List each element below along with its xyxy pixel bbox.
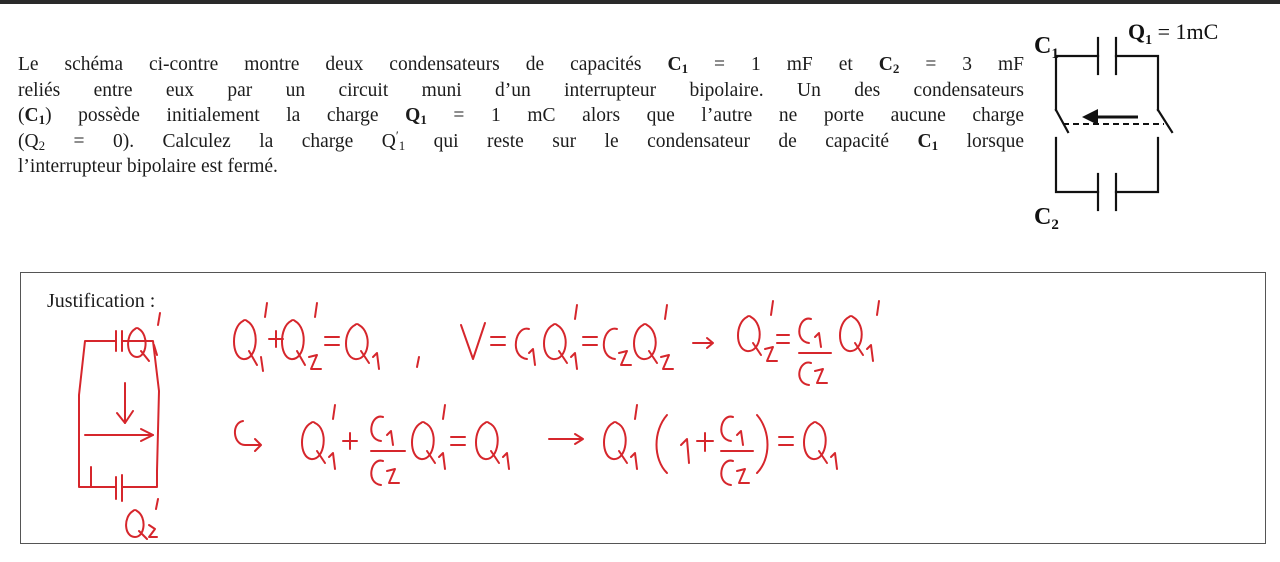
c1-wire-left (1056, 56, 1098, 110)
c1-label: $C_1$ (1034, 33, 1059, 62)
c2-wire-left (1056, 138, 1098, 192)
sketch-bottom-label-text: Q₂′ (123, 515, 159, 543)
problem-statement (18, 52, 1024, 180)
justification-box[interactable] (20, 272, 1266, 544)
switch-blade-left (1056, 110, 1068, 132)
page-top-rule (0, 0, 1280, 4)
problem-line-3: $(C_1)$ possède initialement la charge $Q_1 = 1$ mC alors que l’autre ne porte aucune charge (18, 105, 1024, 127)
switch-blade-right (1158, 110, 1172, 132)
c2-label: $C_2$ (1034, 204, 1059, 233)
handwritten-solution (21, 273, 1267, 545)
problem-line-5: l’interrupteur bipolaire est fermé. (18, 156, 278, 177)
sketch-top-label-text: Q₁′ (125, 337, 161, 365)
handwritten-line-2-text: ↪ Q₁′ + (C₁/C₂) Q₁′ = Q₁ ⟶ Q₁′ (1 + C₁/C₂) = Q₁ (233, 422, 843, 462)
circuit-diagram (1030, 8, 1260, 238)
switch-arrow-head (1082, 109, 1098, 125)
problem-line-4: $(Q_2 = 0)$. Calculez la charge $Q'_1$ qui reste sur le condensateur de capacité $C_1$ lorsque (18, 127, 1024, 153)
q1-label: $Q_1 = 1mC$ (1128, 19, 1219, 48)
problem-line-1: Le schéma ci-contre montre deux condensateurs de capacités $C_1 = 1$ mF et $C_2 = 3$ mF (18, 54, 1025, 76)
c1-wire-right (1116, 56, 1158, 110)
c2-wire-right (1116, 138, 1158, 192)
handwritten-line-1-text: Q₁′ + Q₂′ = Q₁ , V = C₁Q₁′ = C₂Q₂′ → Q₂′ = (C₁/C₂) Q₁′ (233, 320, 893, 360)
justification-label: Justification : (47, 290, 156, 312)
problem-line-2: reliés entre eux par un circuit muni d’un interrupteur bipolaire. Un des condensateurs (18, 79, 1024, 101)
